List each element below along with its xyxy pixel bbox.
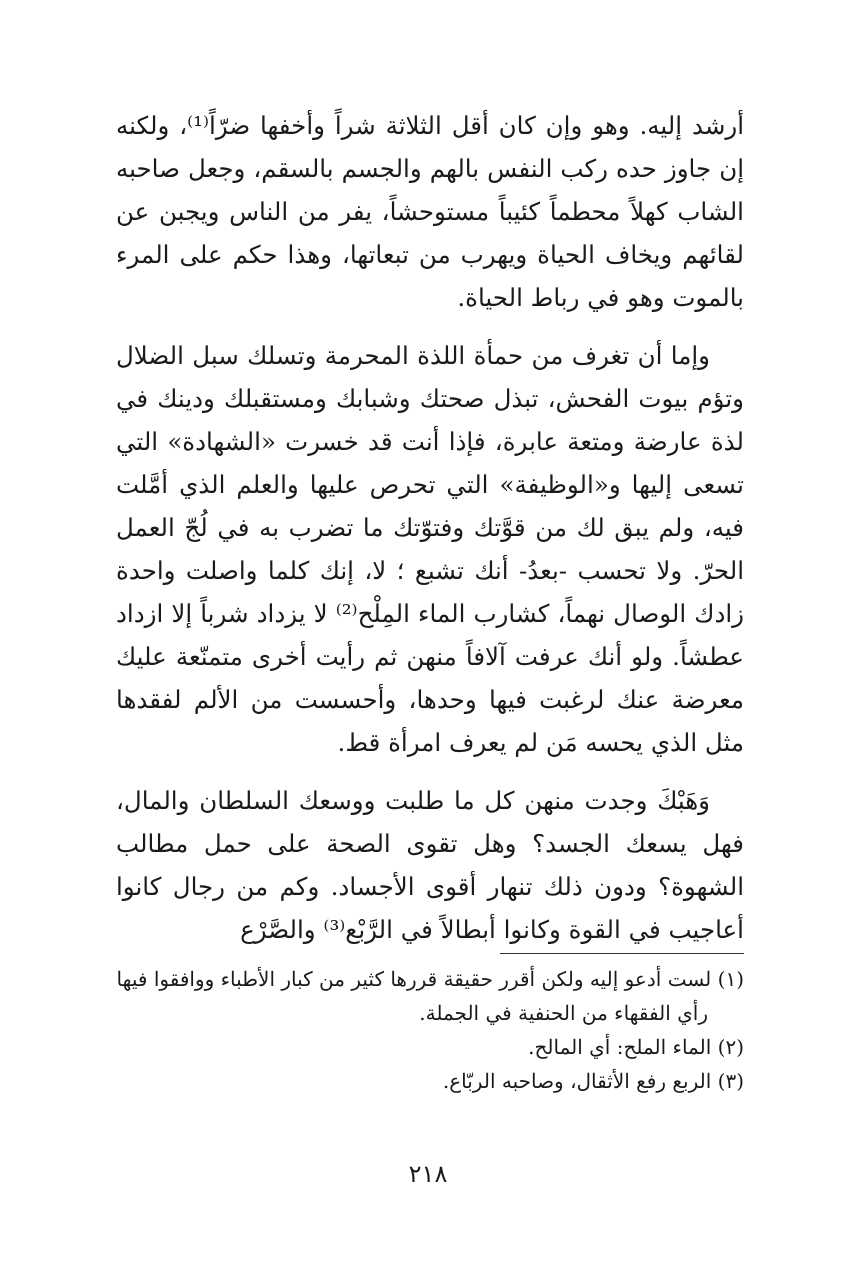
paragraph-1: أرشد إليه. وهو وإن كان أقل الثلاثة شراً وأخفها ضرّاً⁽¹⁾، ولكنه إن جاوز حده ركب النفس بالهم والجسم بالسقم، وجعل صاحبه الشاب كهلاً محطماً كئيباً مستوحشاً، يفر من الناس ويجبن عن لقائهم ويخاف الحياة ويهرب من تبعاتها، وهذا حكم على المرء بالموت وهو في رباط الحياة. xyxy=(116,111,744,312)
footnote-3: (٣) الربع رفع الأثقال، وصاحبه الربّاع. xyxy=(442,1069,744,1093)
footnote-1: (١) لست أدعو إليه ولكن أقرر حقيقة قررها كثير من كبار الأطباء ووافقوا فيها رأي الفقهاء من الحنفية في الجملة. xyxy=(116,967,744,1025)
footnote-divider xyxy=(500,953,744,954)
footnotes xyxy=(116,962,744,1098)
main-text xyxy=(116,104,744,951)
page-number: ٢١٨ xyxy=(408,1160,448,1188)
paragraph-2: وإما أن تغرف من حمأة اللذة المحرمة وتسلك سبل الضلال وتؤم بيوت الفحش، تبذل صحتك وشبابك ومستقبلك ودينك في لذة عارضة ومتعة عابرة، فإذا أنت قد خسرت «الشهادة» التي تسعى إليها و«الوظيفة» التي تحرص عليها والعلم الذي أمَّلت فيه، ولم يبق لك من قوَّتك وفتوّتك ما تضرب به في لُجّ العمل الحرّ. ولا تحسب -بعدُ- أنك تشبع ؛ لا، إنك كلما واصلت واحدة زادك الوصال نهماً، كشارب الماء المِلْح⁽²⁾ لا يزداد شرباً إلا ازداد عطشاً. ولو أنك عرفت آلافاً منهن ثم رأيت أخرى متمنّعة عليك معرضة عنك لرغبت فيها وحدها، وأحسست من الألم لفقدها مثل الذي يحسه مَن لم يعرف امرأة قط. xyxy=(116,341,744,757)
paragraph-3: وَهَبْكَ وجدت منهن كل ما طلبت ووسعك السلطان والمال، فهل يسعك الجسد؟ وهل تقوى الصحة على حمل مطالب الشهوة؟ ودون ذلك تنهار أقوى الأجساد. وكم من رجال كانوا أعاجيب في القوة وكانوا أبطالاً في الرَّبْع⁽³⁾ والصَّرْع xyxy=(116,786,744,944)
footnote-2: (٢) الماء الملح: أي المالح. xyxy=(528,1035,744,1059)
